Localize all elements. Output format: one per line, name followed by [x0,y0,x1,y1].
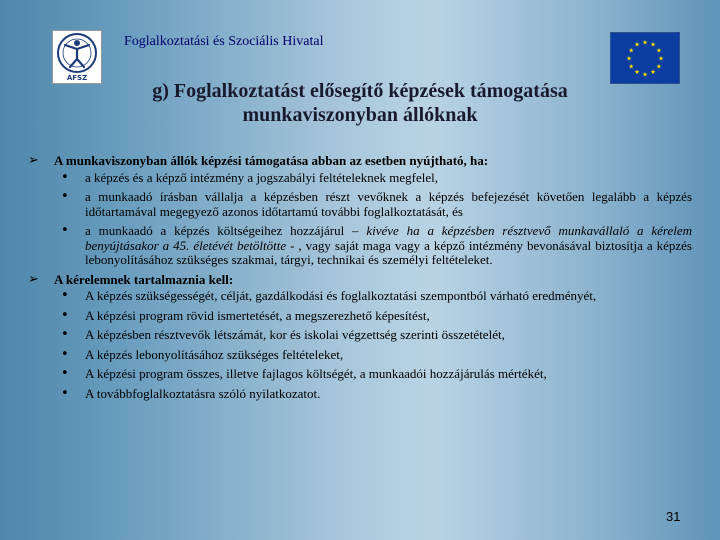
list-item: • A képzésben résztvevők létszámát, kor és iskolai végzettség szerinti összetételét, [61,327,505,342]
dot-bullet-icon: • [61,307,69,323]
eu-flag-icon [610,32,680,84]
header-title: Foglalkoztatási és Szociális Hivatal [124,34,324,49]
eu-star-icon: ★ [650,68,656,77]
bullet-list [54,289,692,401]
afsz-logo-icon [53,31,101,83]
dot-bullet-icon: • [61,288,69,303]
eu-star-icon: ★ [642,70,648,79]
list-item: • A képzési program rövid ismertetését, a megszerezhető képesítést, [61,307,430,323]
list-item: • a munkaadó írásban vállalja a képzésben részt vevőknek a képzés befejezését követően legalább a képzés időtartamával megegyező azonos időtartamú további foglalkoztatását, és [61,189,692,219]
bullet-list [54,171,692,268]
list-item: • a képzés és a képző intézmény a jogszabályi feltételeknek megfelel, [61,169,438,185]
content-body [28,154,692,406]
title-line-1: g) Foglalkoztatást elősegítő képzések támogatása [152,80,568,102]
page-number: 31 [666,509,681,524]
eu-star-icon: ★ [634,40,640,49]
svg-text:ÁFSZ: ÁFSZ [66,74,88,82]
eu-star-icon: ★ [628,62,635,71]
italic-clause: kivéve ha a képzésben résztvevő munkavállaló a kérelem benyújtásakor a 45. életévét betöltötte [85,223,692,253]
arrow-bullet-icon: ➢ [28,153,39,168]
eu-star-icon: ★ [655,46,662,55]
section-heading: A kérelemnek tartalmaznia kell: [54,271,234,287]
list-item: • A képzés lebonyolításához szükséges feltételeket, [61,346,344,362]
dot-bullet-icon: • [61,346,69,362]
arrow-bullet-icon: ➢ [28,271,39,287]
eu-star-icon: ★ [642,38,648,47]
section-heading: A munkaviszonyban állók képzési támogatása abban az esetben nyújtható, ha: [54,153,489,168]
eu-star-icon: ★ [658,54,664,63]
section-eligibility [28,154,692,268]
eu-star-icon: ★ [626,54,632,63]
dot-bullet-icon: • [61,169,69,185]
dot-bullet-icon: • [61,223,69,238]
eu-star-icon: ★ [628,46,635,55]
dot-bullet-icon: • [61,327,69,342]
dot-bullet-icon: • [61,366,69,381]
title-line-2: munkaviszonyban állóknak [242,104,478,126]
list-item: • A továbbfoglalkoztatásra szóló nyilatkozatot. [61,385,321,401]
list-item: • A képzési program összes, illetve fajlagos költségét, a munkaadói hozzájárulás mértékét, [61,366,547,381]
eu-star-icon: ★ [655,62,662,71]
list-item: • A képzés szükségességét, célját, gazdálkodási és foglalkoztatási szempontból várható eredményét, [61,288,597,303]
afsz-logo [52,30,102,84]
list-item: • a munkaadó a képzés költségeihez hozzájárul – kivéve ha a képzésben résztvevő munkavállaló a kérelem benyújtásakor a 45. életévét betöltötte - , vagy saját maga vagy a képző intézmény bevonásával biztosítja a képzés lebonyolításához szükséges szakmai, tárgyi, technikai és személyi feltételeket. [61,223,692,267]
dot-bullet-icon: • [61,385,69,401]
dot-bullet-icon: • [61,189,69,204]
eu-star-icon: ★ [650,40,656,49]
eu-star-icon: ★ [634,68,640,77]
section-application [28,273,692,402]
page-title [90,79,630,127]
